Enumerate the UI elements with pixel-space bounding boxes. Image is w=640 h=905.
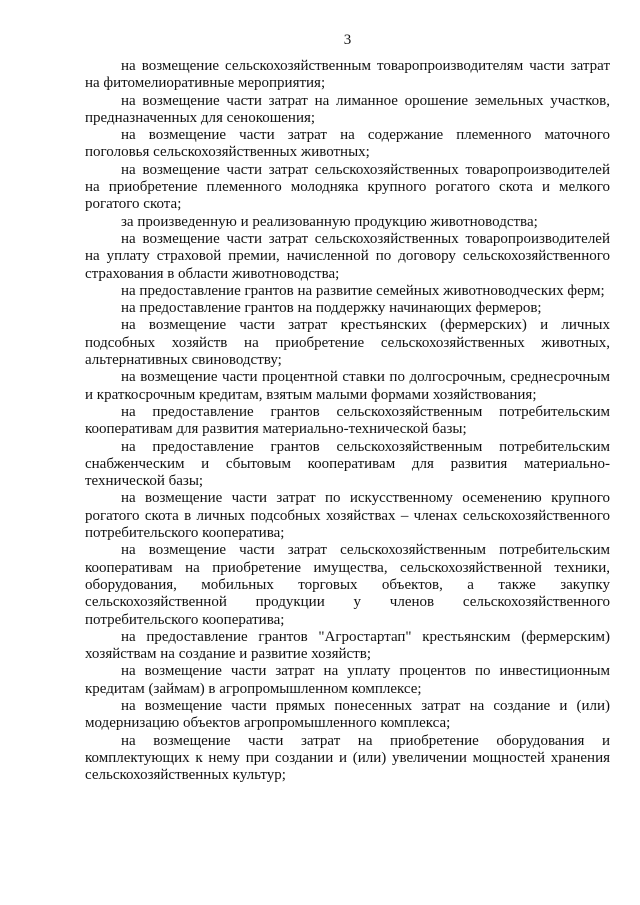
list-paragraph: на возмещение части затрат на уплату процентов по инвестиционным кредитам (займам) в агропромышленном комплексе; (85, 663, 610, 697)
list-paragraph: на предоставление грантов "Агростартап" крестьянским (фермерским) хозяйствам на создание и развитие хозяйств; (85, 628, 610, 663)
list-paragraph: на возмещение части прямых понесенных затрат на создание и (или) модернизацию объектов агропромышленного комплекса; (85, 697, 610, 732)
list-paragraph: на возмещение части затрат сельскохозяйственным потребительским кооперативам на приобретение имущества, сельскохозяйственной техники, оборудования, мобильных торговых объектов, а также закупку сельскохозяйственной продукции у членов сельскохозяйственного потребительского кооператива; (85, 542, 610, 628)
list-paragraph: за произведенную и реализованную продукцию животноводства; (121, 213, 538, 230)
page-number: 3 (343, 32, 352, 48)
list-paragraph: на возмещение части затрат сельскохозяйственных товаропроизводителей на уплату страховой премии, начисленной по договору сельскохозяйственного страхования в области животноводства; (85, 230, 610, 282)
list-paragraph: на предоставление грантов сельскохозяйственным потребительским снабженческим и сбытовым кооперативам для развития материально-технической базы; (85, 438, 610, 490)
list-paragraph: на возмещение части затрат сельскохозяйственных товаропроизводителей на приобретение племенного молодняка крупного рогатого скота и мелкого рогатого скота; (85, 161, 610, 213)
list-paragraph: на предоставление грантов сельскохозяйственным потребительским кооперативам для развития материально-технической базы; (85, 403, 610, 438)
list-paragraph: на возмещение сельскохозяйственным товаропроизводителям части затрат на фитомелиоративные мероприятия; (85, 58, 610, 92)
list-paragraph: на возмещение части затрат на приобретение оборудования и комплектующих к нему при создании и (или) увеличении мощностей хранения сельскохозяйственных культур; (85, 732, 610, 784)
list-paragraph: на предоставление грантов на развитие семейных животноводческих ферм; (121, 282, 605, 299)
list-paragraph: на предоставление грантов на поддержку начинающих фермеров; (121, 300, 542, 317)
list-paragraph: на возмещение части процентной ставки по долгосрочным, среднесрочным и краткосрочным кредитам, взятым малыми формами хозяйствования; (85, 369, 610, 403)
list-paragraph: на возмещение части затрат на содержание племенного маточного поголовья сельскохозяйственных животных; (85, 127, 610, 161)
document-body (85, 58, 610, 784)
list-paragraph: на возмещение части затрат на лиманное орошение земельных участков, предназначенных для сенокошения; (85, 92, 610, 126)
list-paragraph: на возмещение части затрат крестьянских (фермерских) и личных подсобных хозяйств на приобретение сельскохозяйственных животных, альтернативных свиноводству; (85, 317, 610, 369)
list-paragraph: на возмещение части затрат по искусственному осеменению крупного рогатого скота в личных подсобных хозяйствах – членах сельскохозяйственного потребительского кооператива; (85, 490, 610, 542)
